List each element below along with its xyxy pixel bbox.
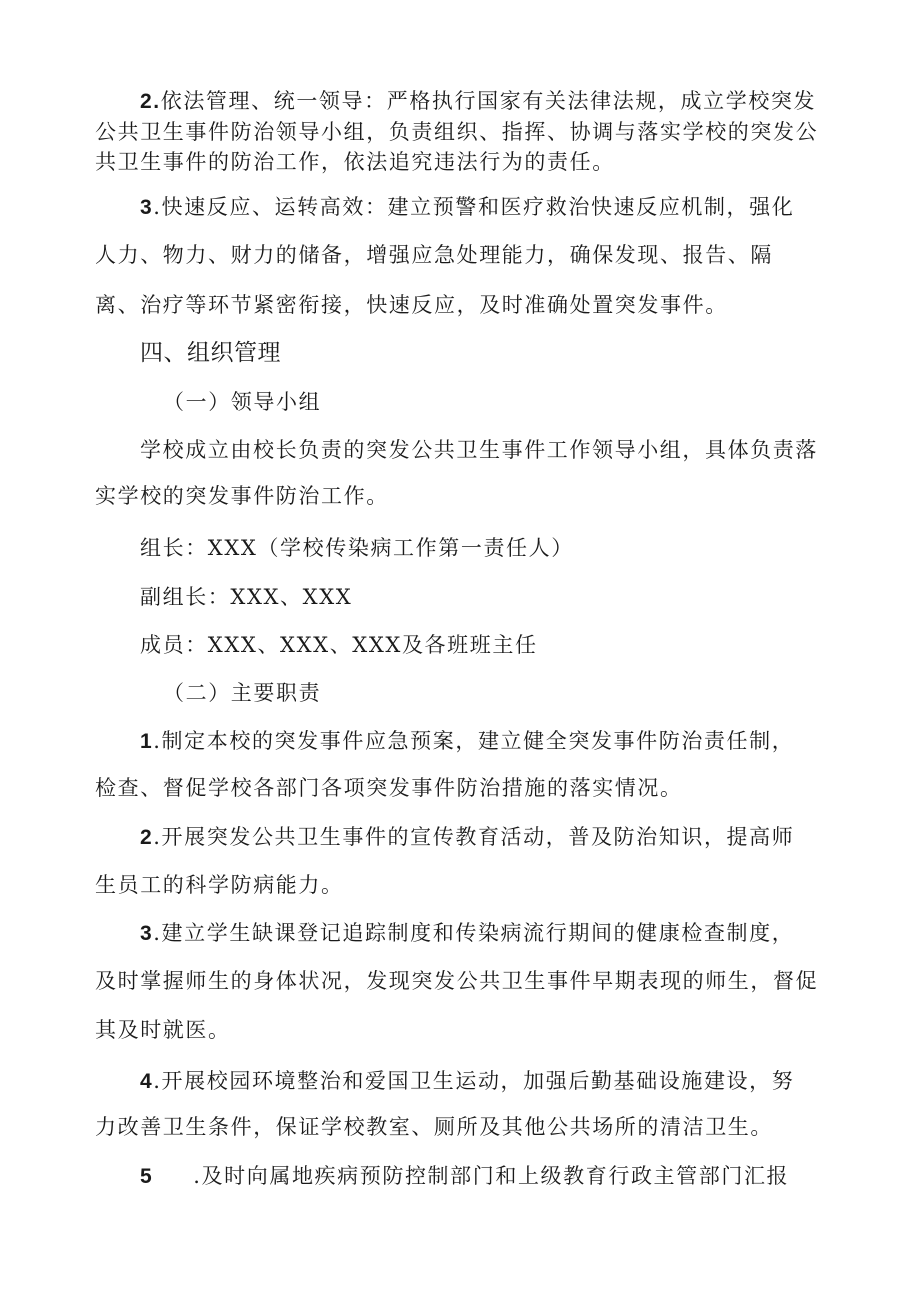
intro-line-2: 实学校的突发事件防治工作。	[95, 484, 389, 508]
para-2-line-3: 共卫生事件的防治工作，依法追究违法行为的责任。	[95, 150, 615, 174]
para-3-line-2: 人力、物力、财力的储备，增强应急处理能力，确保发现、报告、隔	[95, 243, 773, 267]
duty-3-line-1: 3.建立学生缺课登记追踪制度和传染病流行期间的健康检查制度，	[140, 921, 795, 945]
para-3-line-1: 3.快速反应、运转高效：建立预警和医疗救治快速反应机制，强化	[140, 195, 795, 219]
duty-2-line-2: 生员工的科学防病能力。	[95, 873, 344, 897]
para-3-line-3: 离、治疗等环节紧密衔接，快速反应，及时准确处置突发事件。	[95, 293, 728, 317]
subheading-main-duties: （二）主要职责	[163, 681, 322, 705]
duty-5-line-1: 5 .及时向属地疾病预防控制部门和上级教育行政主管部门汇报	[140, 1164, 790, 1188]
duty-4-line-1: 4.开展校园环境整治和爱国卫生运动，加强后勤基础设施建设，努	[140, 1069, 795, 1093]
duty-1-line-1: 1.制定本校的突发事件应急预案，建立健全突发事件防治责任制，	[140, 729, 795, 753]
duty-1-line-2: 检查、督促学校各部门各项突发事件防治措施的落实情况。	[95, 776, 683, 800]
vice-leader-line: 副组长：XXX、XXX	[140, 585, 353, 609]
duty-3-line-3: 其及时就医。	[95, 1018, 231, 1042]
duty-2-line-1: 2.开展突发公共卫生事件的宣传教育活动，普及防治知识，提高师	[140, 825, 795, 849]
duty-4-line-2: 力改善卫生条件，保证学校教室、厕所及其他公共场所的清洁卫生。	[95, 1115, 773, 1139]
duty-5-number: 5	[140, 1165, 154, 1188]
para-2-number: 2.	[140, 90, 161, 113]
intro-line-1: 学校成立由校长负责的突发公共卫生事件工作领导小组，具体负责落	[140, 438, 818, 462]
subheading-leadership-group: （一）领导小组	[163, 390, 322, 414]
members-line: 成员：XXX、XXX、XXX及各班班主任	[140, 633, 538, 657]
leader-line: 组长：XXX（学校传染病工作第一责任人）	[140, 536, 574, 560]
para-2-line-2: 公共卫生事件防治领导小组，负责组织、指挥、协调与落实学校的突发公	[95, 120, 819, 144]
duty-1-number: 1	[140, 730, 154, 753]
para-2-line-1: 2.依法管理、统一领导：严格执行国家有关法律法规，成立学校突发	[140, 89, 817, 113]
duty-3-number: 3	[140, 922, 154, 945]
para-3-number: 3	[140, 196, 154, 219]
duty-2-number: 2	[140, 826, 154, 849]
duty-4-number: 4	[140, 1070, 154, 1093]
duty-3-line-2: 及时掌握师生的身体状况，发现突发公共卫生事件早期表现的师生，督促	[95, 969, 819, 993]
section-heading-4: 四、组织管理	[140, 340, 281, 366]
